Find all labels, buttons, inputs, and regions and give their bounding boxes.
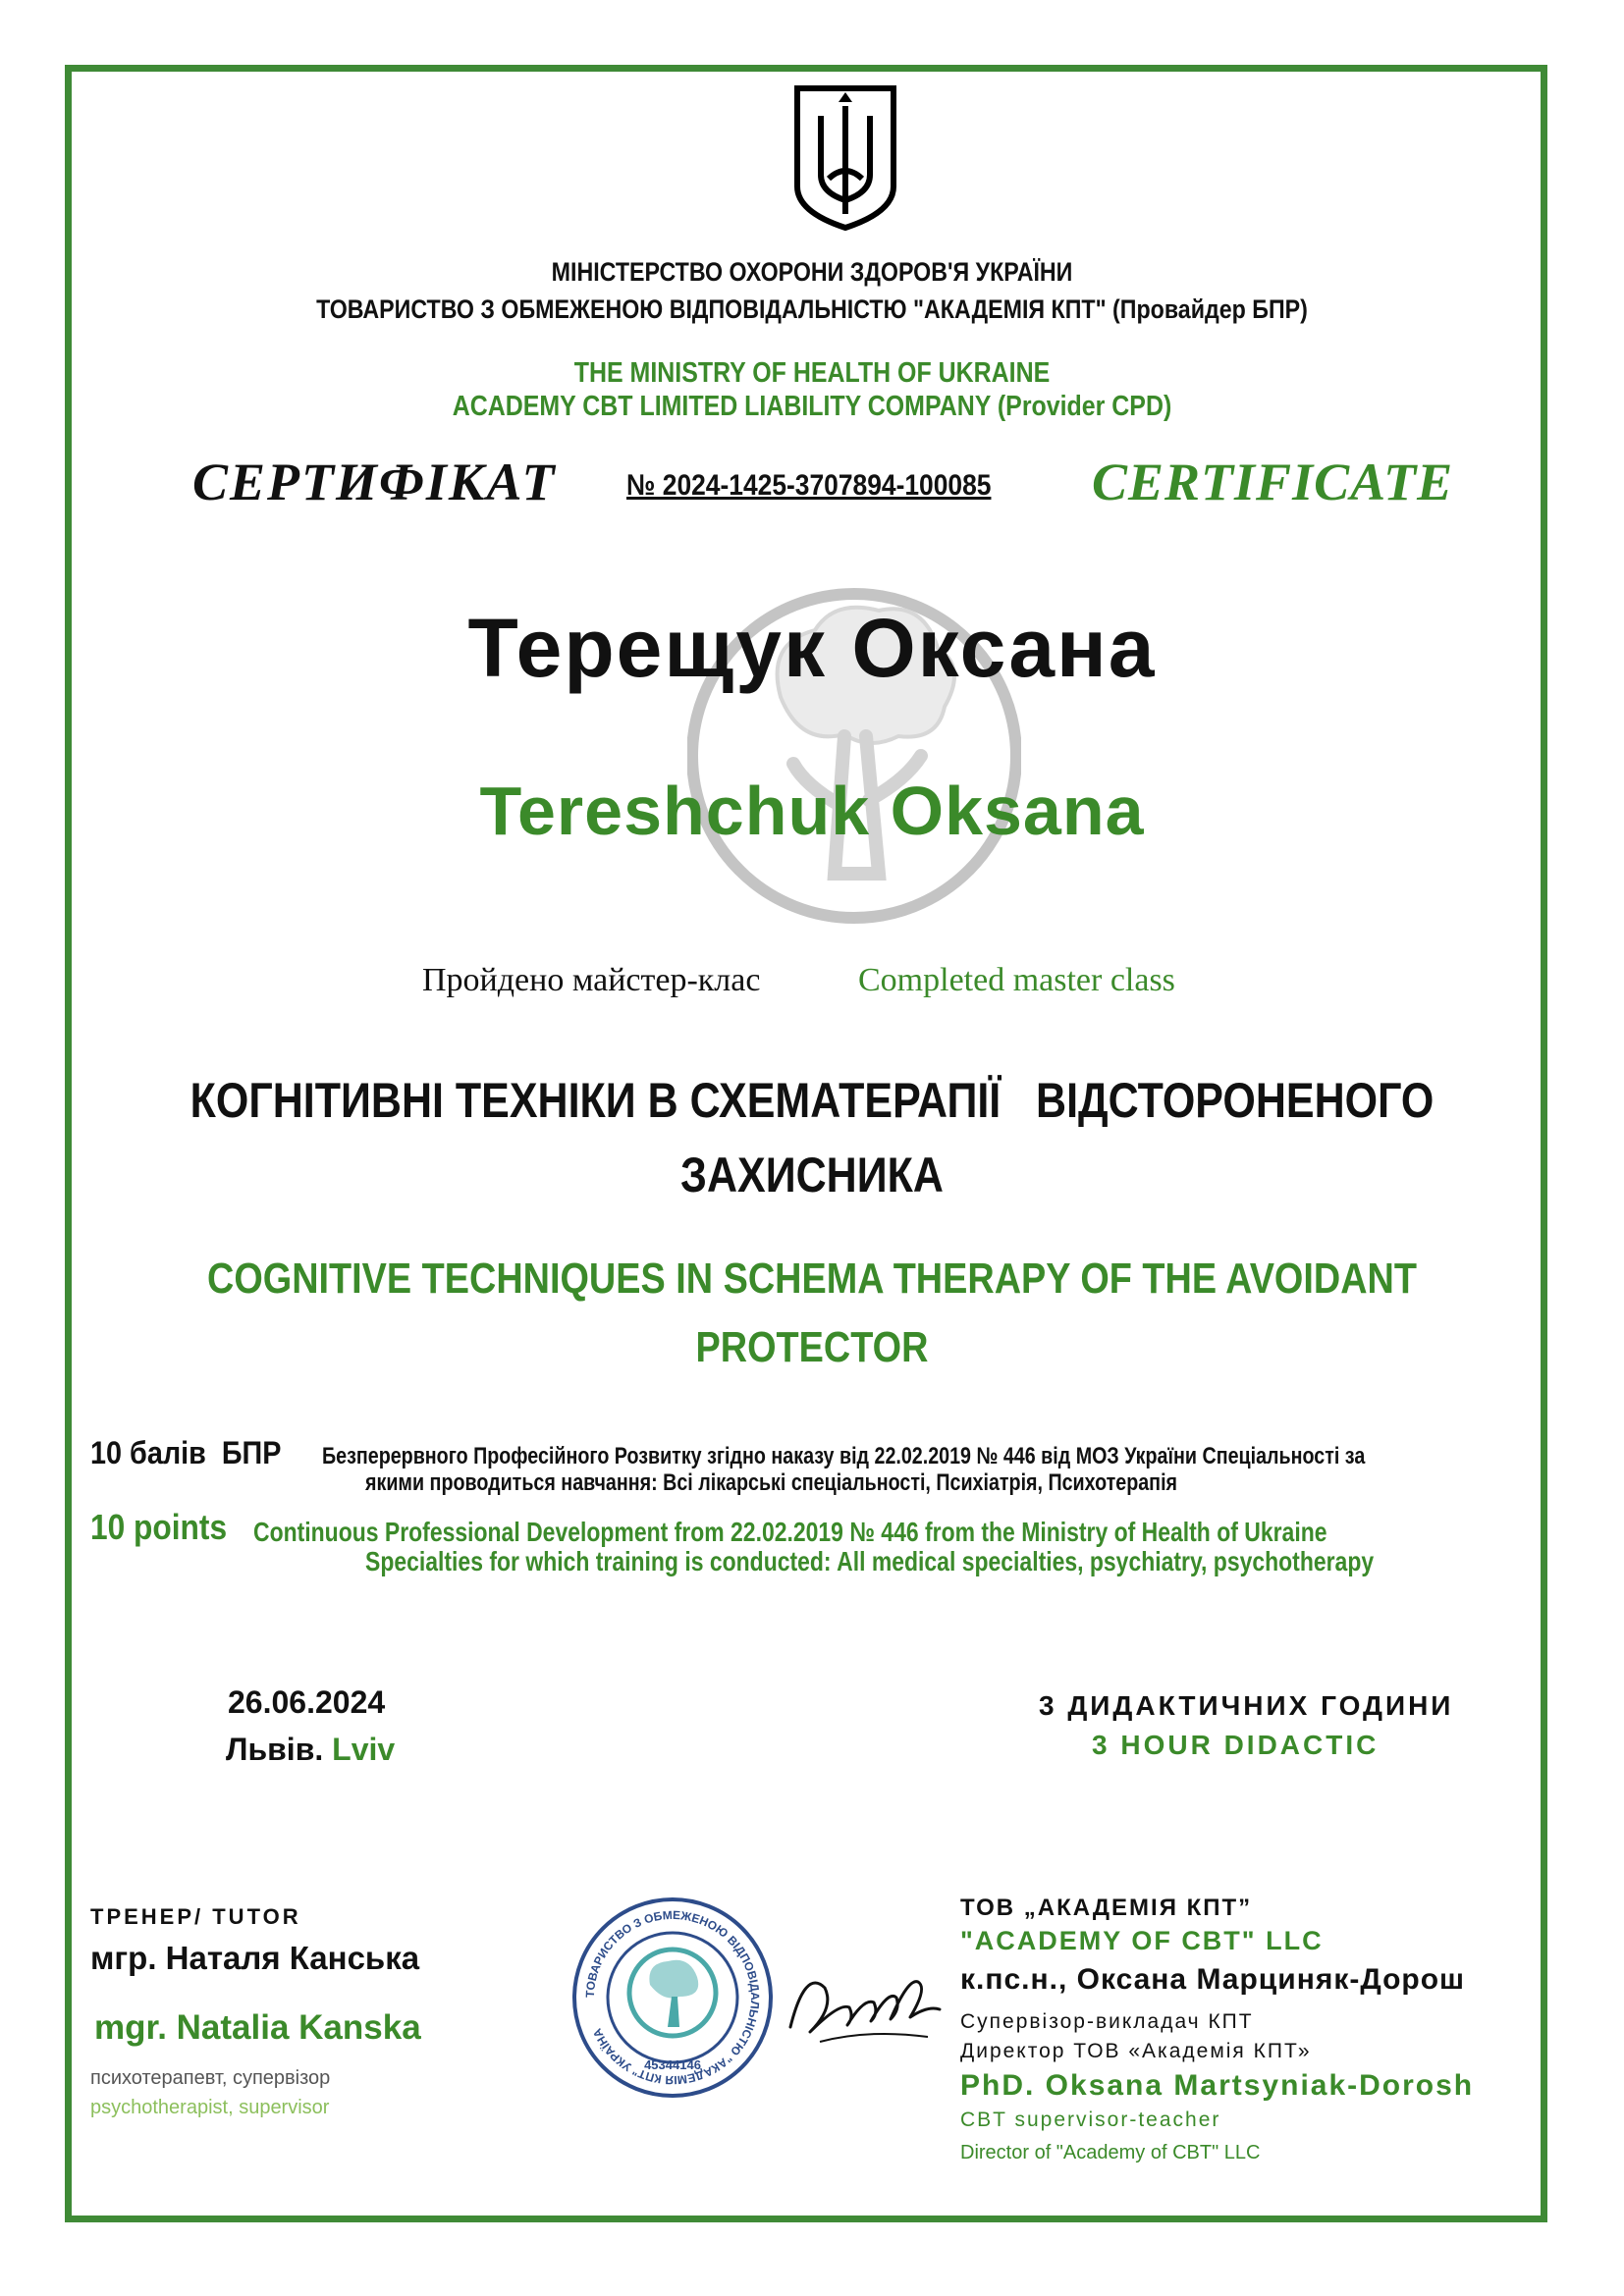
event-city: [226, 1732, 395, 1768]
points-ua-text1: Безперервного Професійного Розвитку згідно наказу від 22.02.2019 № 446 від МОЗ України Спеціальності за: [322, 1443, 1366, 1469]
points-ua-text2: якими проводиться навчання: Всі лікарські спеціальності, Психіатрія, Психотерапія: [365, 1469, 1178, 1496]
header-en-line1: THE MINISTRY OF HEALTH OF UKRAINE: [573, 357, 1051, 389]
director-org-ua: ТОВ „АКАДЕМІЯ КПТ”: [960, 1895, 1253, 1921]
header-ua-line2: ТОВАРИСТВО З ОБМЕЖЕНОЮ ВІДПОВІДАЛЬНІСТЮ "АКАДЕМІЯ КПТ" (Провайдер БПР): [316, 294, 1308, 324]
event-city-en: Lviv: [332, 1732, 396, 1767]
course-ua-line2: ЗАХИСНИКА: [680, 1148, 944, 1202]
points-en-text2: Specialties for which training is conducted: All medical specialties, psychiatry, psychotherapy: [365, 1546, 1375, 1576]
signature-icon: [781, 1949, 947, 2052]
completed-en: Completed master class: [858, 962, 1175, 998]
course-ua-line1: КОГНІТИВНІ ТЕХНІКИ В СХЕМАТЕРАПІЇ ВІДСТОРОНЕНОГО: [189, 1073, 1435, 1128]
director-role-en2: Director of "Academy of CBT" LLC: [960, 2142, 1261, 2163]
hours-ua: 3 ДИДАКТИЧНИХ ГОДИНИ: [1039, 1690, 1454, 1721]
director-role-ua2: Директор ТОВ «Академія КПТ»: [960, 2040, 1312, 2062]
certificate-title-ua: СЕРТИФІКАТ: [192, 453, 557, 511]
completed-ua: Пройдено майстер-клас: [422, 962, 761, 998]
tutor-name-en: mgr. Natalia Kanska: [94, 2008, 421, 2047]
company-seal-icon: [569, 1895, 776, 2101]
event-date: 26.06.2024: [228, 1684, 386, 1720]
tutor-label: ТРЕНЕР/ TUTOR: [90, 1904, 301, 1929]
header-en-line2: ACADEMY CBT LIMITED LIABILITY COMPANY (Provider CPD): [452, 391, 1172, 422]
director-role-en1: CBT supervisor-teacher: [960, 2109, 1221, 2131]
course-en-line1: COGNITIVE TECHNIQUES IN SCHEMA THERAPY OF THE AVOIDANT: [206, 1255, 1417, 1303]
points-ua-label: 10 балів БПР: [90, 1435, 282, 1470]
hours-en: 3 HOUR DIDACTIC: [1092, 1730, 1380, 1760]
seal-code: 45344146: [644, 2057, 701, 2072]
director-name-ua: к.пс.н., Оксана Марциняк-Дорош: [960, 1963, 1466, 1996]
points-en-text1: Continuous Professional Development from 22.02.2019 № 446 from the Ministry of Health of Ukraine: [253, 1517, 1327, 1547]
director-org-en: "ACADEMY OF CBT" LLC: [960, 1926, 1324, 1955]
course-en-line2: PROTECTOR: [695, 1323, 929, 1371]
director-name-en: PhD. Oksana Martsyniak-Dorosh: [960, 2069, 1475, 2102]
certificate-number: № 2024-1425-3707894-100085: [626, 469, 992, 502]
tutor-role-ua: психотерапевт, супервізор: [90, 2067, 331, 2089]
trident-coat-of-arms-icon: [791, 84, 899, 232]
seal-ring-text: ТОВАРИСТВО З ОБМЕЖЕНОЮ ВІДПОВІДАЛЬНІСТЮ "АКАДЕМІЯ КПТ" УКРАЇНА: [582, 1907, 763, 2088]
points-en-label: 10 points: [90, 1507, 228, 1547]
tutor-role-en: psychotherapist, supervisor: [90, 2097, 330, 2118]
tutor-name-ua: мгр. Наталя Канська: [90, 1940, 420, 1976]
certificate-title-en: CERTIFICATE: [1092, 453, 1454, 511]
recipient-name-en: Tereshchuk Oksana: [479, 773, 1145, 849]
director-role-ua1: Супервізор-викладач КПТ: [960, 2010, 1254, 2033]
recipient-name-ua: Терещук Оксана: [467, 602, 1157, 694]
header-ua-line1: МІНІСТЕРСТВО ОХОРОНИ ЗДОРОВ'Я УКРАЇНИ: [551, 257, 1073, 287]
event-city-ua: Львів.: [226, 1732, 324, 1767]
